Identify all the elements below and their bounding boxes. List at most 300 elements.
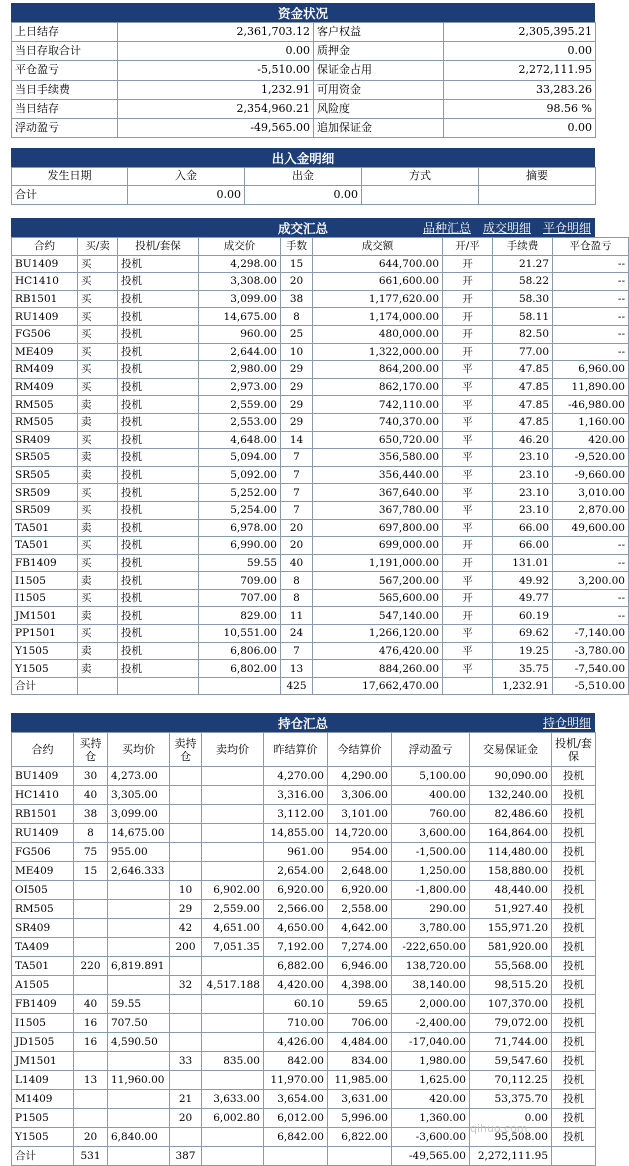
positions-cell: 投机	[552, 1052, 596, 1071]
positions-cell: 6,946.00	[328, 957, 392, 976]
positions-column-header: 买均价	[108, 733, 170, 767]
positions-row	[12, 1090, 596, 1109]
positions-table	[11, 732, 596, 1166]
positions-cell: 955.00	[108, 843, 170, 862]
trades-cell: 14	[281, 431, 313, 449]
positions-cell: 3,101.00	[328, 805, 392, 824]
positions-cell: 15	[74, 862, 108, 881]
positions-cell: 14,720.00	[328, 824, 392, 843]
positions-cell	[202, 995, 264, 1014]
positions-cell: 6,920.00	[328, 881, 392, 900]
positions-row	[12, 767, 596, 786]
trades-column-header: 投机/套保	[118, 238, 199, 256]
trades-cell: 23.10	[493, 484, 553, 502]
trades-row	[12, 484, 629, 502]
trades-cell: 投机	[118, 396, 199, 414]
trades-links	[423, 219, 591, 238]
funds-row	[12, 118, 596, 137]
header-link[interactable]: 持仓明细	[542, 716, 591, 730]
positions-cell: 3,654.00	[264, 1090, 328, 1109]
positions-cell: 投机	[552, 843, 596, 862]
trades-cell: --	[553, 607, 629, 625]
positions-cell	[202, 1033, 264, 1052]
positions-cell: 投机	[552, 1090, 596, 1109]
funds-row	[12, 42, 596, 61]
trades-cell: 7	[281, 642, 313, 660]
trades-row	[12, 290, 629, 308]
trades-cell: 66.00	[493, 519, 553, 537]
positions-total-cell: 合计	[12, 1147, 74, 1166]
positions-cell: BU1409	[12, 767, 74, 786]
trades-cell: --	[553, 290, 629, 308]
trades-cell: 644,700.00	[313, 255, 443, 273]
positions-row	[12, 919, 596, 938]
trades-cell: 投机	[118, 519, 199, 537]
trades-cell: -7,140.00	[553, 625, 629, 643]
trades-column-header: 平仓盈亏	[553, 238, 629, 256]
trades-cell: 7	[281, 501, 313, 519]
positions-cell: 82,486.60	[470, 805, 552, 824]
trades-cell: 59.55	[199, 554, 281, 572]
trades-cell: 356,580.00	[313, 449, 443, 467]
trades-cell: 买	[78, 431, 118, 449]
positions-column-header: 今结算价	[328, 733, 392, 767]
positions-cell	[74, 1052, 108, 1071]
positions-cell: JM1501	[12, 1052, 74, 1071]
positions-cell: Y1505	[12, 1128, 74, 1147]
trades-cell: 661,600.00	[313, 273, 443, 291]
trades-cell: 投机	[118, 431, 199, 449]
funds-label: 当日结存	[12, 99, 118, 118]
positions-cell: 4,270.00	[264, 767, 328, 786]
positions-column-header: 浮动盈亏	[392, 733, 470, 767]
trades-cell: 3,308.00	[199, 273, 281, 291]
positions-cell	[202, 843, 264, 862]
trades-cell: 开	[443, 290, 493, 308]
trades-cell: --	[553, 255, 629, 273]
positions-cell	[202, 1014, 264, 1033]
positions-total-cell	[328, 1147, 392, 1166]
positions-cell: 38,140.00	[392, 976, 470, 995]
positions-cell: 投机	[552, 957, 596, 976]
positions-cell	[74, 1090, 108, 1109]
positions-cell: 834.00	[328, 1052, 392, 1071]
trades-cell: RM505	[12, 396, 78, 414]
trades-cell: 7	[281, 484, 313, 502]
trades-cell: TA501	[12, 537, 78, 555]
positions-column-header: 昨结算价	[264, 733, 328, 767]
trades-cell: 742,110.00	[313, 396, 443, 414]
positions-cell	[74, 919, 108, 938]
positions-cell	[74, 881, 108, 900]
inout-total-cell	[479, 185, 596, 204]
trades-cell: 35.75	[493, 660, 553, 678]
trades-total-cell: 合计	[12, 677, 78, 695]
trades-cell: 24	[281, 625, 313, 643]
positions-row	[12, 938, 596, 957]
trades-cell: 13	[281, 660, 313, 678]
trades-cell: --	[553, 589, 629, 607]
trades-cell: 3,010.00	[553, 484, 629, 502]
trades-cell: --	[553, 325, 629, 343]
trades-cell: 49,600.00	[553, 519, 629, 537]
positions-cell	[108, 900, 170, 919]
positions-cell: P1505	[12, 1109, 74, 1128]
trades-cell: 3,099.00	[199, 290, 281, 308]
positions-cell: 7,051.35	[202, 938, 264, 957]
positions-cell: 38	[74, 805, 108, 824]
trades-cell: -9,660.00	[553, 466, 629, 484]
trades-cell: 平	[443, 378, 493, 396]
trades-cell: 29	[281, 396, 313, 414]
positions-cell: 954.00	[328, 843, 392, 862]
trades-cell: 38	[281, 290, 313, 308]
positions-cell: 投机	[552, 824, 596, 843]
positions-cell: 40	[74, 995, 108, 1014]
positions-cell	[74, 900, 108, 919]
positions-cell	[170, 1014, 202, 1033]
positions-cell	[170, 786, 202, 805]
trades-cell: 7	[281, 449, 313, 467]
positions-row	[12, 1052, 596, 1071]
trades-table	[11, 237, 629, 695]
trades-cell: 864,200.00	[313, 361, 443, 379]
positions-row	[12, 995, 596, 1014]
positions-cell: 投机	[552, 938, 596, 957]
trades-total-cell: -5,510.00	[553, 677, 629, 695]
positions-cell: 1,980.00	[392, 1052, 470, 1071]
positions-cell	[108, 1109, 170, 1128]
positions-cell: 71,744.00	[470, 1033, 552, 1052]
funds-label: 当日存取合计	[12, 42, 118, 61]
positions-cell: 420.00	[392, 1090, 470, 1109]
positions-cell: 16	[74, 1033, 108, 1052]
trades-cell: 投机	[118, 449, 199, 467]
trades-total-cell	[199, 677, 281, 695]
positions-cell: 8	[74, 824, 108, 843]
trades-row	[12, 642, 629, 660]
positions-cell: 投机	[552, 995, 596, 1014]
trades-cell: 2,973.00	[199, 378, 281, 396]
trades-cell: RM409	[12, 378, 78, 396]
trades-column-header: 成交价	[199, 238, 281, 256]
positions-cell: 3,631.00	[328, 1090, 392, 1109]
trades-row	[12, 431, 629, 449]
funds-value: 2,305,395.21	[444, 23, 596, 42]
trades-cell: 1,160.00	[553, 413, 629, 431]
positions-cell: 投机	[552, 1033, 596, 1052]
trades-cell: 6,978.00	[199, 519, 281, 537]
trades-cell: 21.27	[493, 255, 553, 273]
trades-cell: 565,600.00	[313, 589, 443, 607]
inout-column-header: 摘要	[479, 168, 596, 186]
trades-cell: 650,720.00	[313, 431, 443, 449]
trades-cell: 平	[443, 572, 493, 590]
trades-row	[12, 361, 629, 379]
funds-value: 33,283.26	[444, 80, 596, 99]
positions-cell: 6,902.00	[202, 881, 264, 900]
trades-cell: 投机	[118, 607, 199, 625]
funds-value: 0.00	[118, 42, 314, 61]
positions-cell: 投机	[552, 805, 596, 824]
positions-cell	[170, 805, 202, 824]
trades-cell: RM409	[12, 361, 78, 379]
trades-cell: 买	[78, 484, 118, 502]
inout-total-cell: 0.00	[245, 185, 362, 204]
positions-cell: 6,819.891	[108, 957, 170, 976]
positions-cell: 32	[170, 976, 202, 995]
trades-cell: 4,298.00	[199, 255, 281, 273]
trades-cell: 4,648.00	[199, 431, 281, 449]
trades-cell: 2,559.00	[199, 396, 281, 414]
trades-cell: 卖	[78, 466, 118, 484]
positions-cell: -1,800.00	[392, 881, 470, 900]
trades-column-header: 手续费	[493, 238, 553, 256]
positions-links	[543, 714, 591, 733]
positions-cell: 投机	[552, 1014, 596, 1033]
trades-cell: 2,553.00	[199, 413, 281, 431]
trades-row	[12, 325, 629, 343]
trades-cell: 投机	[118, 466, 199, 484]
positions-cell: 1,625.00	[392, 1071, 470, 1090]
positions-cell	[108, 976, 170, 995]
trades-cell: 11,890.00	[553, 378, 629, 396]
trades-cell: 开	[443, 589, 493, 607]
positions-cell: 14,675.00	[108, 824, 170, 843]
positions-cell: 3,316.00	[264, 786, 328, 805]
positions-cell: 投机	[552, 976, 596, 995]
positions-section	[11, 713, 595, 1166]
positions-cell	[170, 1128, 202, 1147]
positions-cell: 42	[170, 919, 202, 938]
header-link[interactable]: 品种汇总	[422, 221, 471, 235]
positions-cell: 13	[74, 1071, 108, 1090]
trades-row	[12, 273, 629, 291]
trades-cell: 60.19	[493, 607, 553, 625]
trades-cell: JM1501	[12, 607, 78, 625]
positions-cell: 4,398.00	[328, 976, 392, 995]
positions-cell: 2,646.333	[108, 862, 170, 881]
positions-cell: 4,642.00	[328, 919, 392, 938]
inout-total-cell: 合计	[12, 185, 128, 204]
trades-cell: 58.11	[493, 308, 553, 326]
trades-row	[12, 660, 629, 678]
trades-cell: 5,252.00	[199, 484, 281, 502]
positions-column-header: 合约	[12, 733, 74, 767]
trades-cell: 480,000.00	[313, 325, 443, 343]
positions-cell: 2,000.00	[392, 995, 470, 1014]
positions-cell: 3,780.00	[392, 919, 470, 938]
positions-row	[12, 881, 596, 900]
funds-label: 平仓盈亏	[12, 61, 118, 80]
positions-cell: 投机	[552, 1109, 596, 1128]
header-link[interactable]: 平仓明细	[542, 221, 591, 235]
positions-column-header: 卖均价	[202, 733, 264, 767]
positions-cell: I1505	[12, 1014, 74, 1033]
positions-cell: 14,855.00	[264, 824, 328, 843]
positions-cell: 投机	[552, 881, 596, 900]
trades-row	[12, 466, 629, 484]
funds-label: 质押金	[314, 42, 444, 61]
trades-cell: 5,092.00	[199, 466, 281, 484]
trades-cell: 卖	[78, 642, 118, 660]
trades-cell: 开	[443, 607, 493, 625]
trades-cell: 8	[281, 589, 313, 607]
positions-cell: 2,566.00	[264, 900, 328, 919]
trades-cell: 29	[281, 378, 313, 396]
trades-cell: 开	[443, 255, 493, 273]
positions-cell: RU1409	[12, 824, 74, 843]
positions-row	[12, 862, 596, 881]
trades-cell: -3,780.00	[553, 642, 629, 660]
positions-cell: 投机	[552, 767, 596, 786]
trades-cell: 投机	[118, 572, 199, 590]
trades-row	[12, 449, 629, 467]
trades-column-header: 买/卖	[78, 238, 118, 256]
positions-cell: 16	[74, 1014, 108, 1033]
trades-cell: Y1505	[12, 642, 78, 660]
trades-cell: 卖	[78, 396, 118, 414]
positions-cell: 200	[170, 938, 202, 957]
trades-cell: 367,640.00	[313, 484, 443, 502]
trades-cell: 卖	[78, 572, 118, 590]
positions-cell: 581,920.00	[470, 938, 552, 957]
positions-row	[12, 976, 596, 995]
trades-cell: 投机	[118, 501, 199, 519]
trades-title: 成交汇总	[277, 221, 328, 236]
trades-cell: 投机	[118, 378, 199, 396]
positions-cell	[202, 862, 264, 881]
positions-cell: 70,112.25	[470, 1071, 552, 1090]
positions-cell: 投机	[552, 919, 596, 938]
trades-cell: 3,200.00	[553, 572, 629, 590]
trades-row	[12, 255, 629, 273]
trades-cell: 买	[78, 255, 118, 273]
trades-cell: 投机	[118, 290, 199, 308]
trades-cell: 8	[281, 572, 313, 590]
positions-cell: 3,112.00	[264, 805, 328, 824]
positions-cell: 4,590.50	[108, 1033, 170, 1052]
trades-cell: 投机	[118, 554, 199, 572]
positions-cell	[108, 881, 170, 900]
positions-cell: 6,002.80	[202, 1109, 264, 1128]
trades-cell: TA501	[12, 519, 78, 537]
funds-value: 1,232.91	[118, 80, 314, 99]
positions-cell: 220	[74, 957, 108, 976]
trades-cell: 买	[78, 361, 118, 379]
trades-row	[12, 589, 629, 607]
positions-cell: HC1410	[12, 786, 74, 805]
positions-cell: 961.00	[264, 843, 328, 862]
trades-cell: 476,420.00	[313, 642, 443, 660]
positions-cell	[202, 824, 264, 843]
trades-cell: 平	[443, 361, 493, 379]
trades-total-cell: 1,232.91	[493, 677, 553, 695]
trades-cell: -46,980.00	[553, 396, 629, 414]
positions-cell: 55,568.00	[470, 957, 552, 976]
positions-cell: 164,864.00	[470, 824, 552, 843]
trades-row	[12, 537, 629, 555]
trades-cell: 1,177,620.00	[313, 290, 443, 308]
trades-cell: 49.77	[493, 589, 553, 607]
trades-column-header: 手数	[281, 238, 313, 256]
trades-cell: 2,980.00	[199, 361, 281, 379]
positions-cell: 40	[74, 786, 108, 805]
trades-section	[11, 218, 625, 695]
trades-cell: 2,870.00	[553, 501, 629, 519]
trades-cell: 开	[443, 537, 493, 555]
trades-cell: 投机	[118, 625, 199, 643]
positions-cell	[202, 957, 264, 976]
trades-header	[11, 218, 595, 237]
trades-cell: RU1409	[12, 308, 78, 326]
trades-row	[12, 554, 629, 572]
positions-cell	[170, 862, 202, 881]
trades-cell: 投机	[118, 642, 199, 660]
positions-cell: 107,370.00	[470, 995, 552, 1014]
trades-cell: --	[553, 537, 629, 555]
trades-cell: I1505	[12, 572, 78, 590]
header-link[interactable]: 成交明细	[482, 221, 531, 235]
positions-cell: 7,274.00	[328, 938, 392, 957]
positions-cell: 2,648.00	[328, 862, 392, 881]
positions-total-cell	[108, 1147, 170, 1166]
trades-cell: 平	[443, 501, 493, 519]
positions-cell: 835.00	[202, 1052, 264, 1071]
trades-total-cell: 425	[281, 677, 313, 695]
positions-cell: 3,099.00	[108, 805, 170, 824]
trades-cell: 买	[78, 589, 118, 607]
positions-cell: 706.00	[328, 1014, 392, 1033]
trades-cell: 58.30	[493, 290, 553, 308]
positions-cell: 11,960.00	[108, 1071, 170, 1090]
positions-cell: 投机	[552, 1128, 596, 1147]
trades-column-header: 合约	[12, 238, 78, 256]
funds-label: 可用资金	[314, 80, 444, 99]
funds-value: 0.00	[444, 118, 596, 137]
trades-cell: 8	[281, 308, 313, 326]
trades-cell: 卖	[78, 660, 118, 678]
trades-cell: 买	[78, 378, 118, 396]
trades-cell: BU1409	[12, 255, 78, 273]
positions-cell: 707.50	[108, 1014, 170, 1033]
positions-row	[12, 805, 596, 824]
trades-cell: 投机	[118, 308, 199, 326]
positions-cell: 138,720.00	[392, 957, 470, 976]
trades-cell: 14,675.00	[199, 308, 281, 326]
trades-cell: 买	[78, 308, 118, 326]
positions-total-cell: -49,565.00	[392, 1147, 470, 1166]
trades-cell: 356,440.00	[313, 466, 443, 484]
watermark: qihuo.com	[470, 1122, 528, 1135]
positions-cell: FG506	[12, 843, 74, 862]
positions-title: 持仓汇总	[277, 716, 328, 731]
trades-cell: 23.10	[493, 466, 553, 484]
funds-label: 当日手续费	[12, 80, 118, 99]
positions-cell: 投机	[552, 862, 596, 881]
trades-row	[12, 308, 629, 326]
trades-cell: 开	[443, 308, 493, 326]
trades-cell: PP1501	[12, 625, 78, 643]
trades-column-header: 开/平	[443, 238, 493, 256]
positions-cell: 4,517.188	[202, 976, 264, 995]
positions-cell: 53,375.70	[470, 1090, 552, 1109]
positions-cell	[108, 1052, 170, 1071]
positions-cell: 4,650.00	[264, 919, 328, 938]
trades-cell: 6,802.00	[199, 660, 281, 678]
positions-cell: 48,440.00	[470, 881, 552, 900]
positions-cell: 29	[170, 900, 202, 919]
